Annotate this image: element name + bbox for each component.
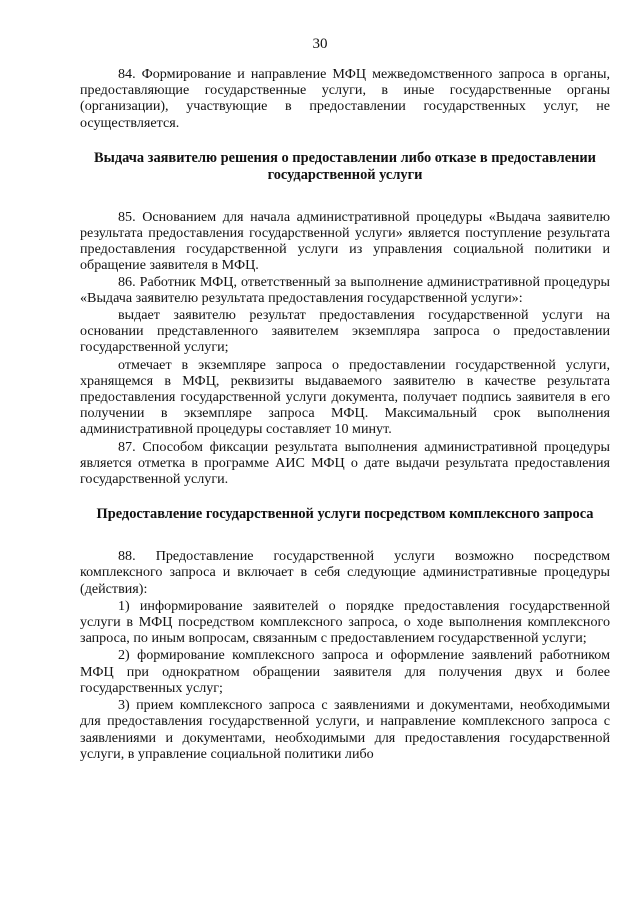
section-heading-issuance: Выдача заявителю решения о предоставлении либо отказе в предоставлении государственной услуги bbox=[94, 149, 596, 183]
paragraph-85: 85. Основанием для начала административной процедуры «Выдача заявителю результата предоставления государственной услуги» является поступление результата предоставления государственной услуги из управления социальной политики и обращение заявителя в МФЦ. bbox=[80, 208, 610, 274]
paragraph-86: 86. Работник МФЦ, ответственный за выполнение административной процедуры «Выдача заявителю результата предоставления государственной услуги»: bbox=[80, 273, 610, 306]
paragraph-88-item-2: 2) формирование комплексного запроса и оформление заявлений работником МФЦ при однократном обращении заявителя для получения двух и более государственных услуг; bbox=[80, 647, 610, 696]
page-number: 30 bbox=[312, 36, 328, 52]
paragraph-84: 84. Формирование и направление МФЦ межведомственного запроса в органы, предоставляющие государственные услуги, в иные государственные органы (организации), участвующие в предоставлении государственных услуг, не осуществляется. bbox=[80, 66, 610, 131]
paragraph-88-item-3: 3) прием комплексного запроса с заявлениями и документами, необходимыми для предоставления государственной услуги, и направление комплексного запроса с заявлениями и документами, необходимыми для предоставления государственной услуги, в управление социальной политики либо bbox=[80, 697, 610, 762]
paragraph-86-item-mark: отмечает в экземпляре запроса о предоставлении государственной услуги, хранящемся в МФЦ, реквизиты выдаваемого заявителю в качестве результата предоставления государственной услуги документа, получает подпись заявителя в его получении в экземпляре запроса МФЦ. Максимальный срок выполнения административной процедуры составляет 10 минут. bbox=[80, 356, 610, 438]
document-body bbox=[80, 66, 610, 762]
paragraph-87: 87. Способом фиксации результата выполнения административной процедуры является отметка в программе АИС МФЦ о дате выдачи результата предоставления государственной услуги. bbox=[80, 438, 610, 488]
paragraph-86-item-issue: выдает заявителю результат предоставления государственной услуги на основании представленного заявителем экземпляра запроса о предоставлении государственной услуги; bbox=[80, 307, 610, 356]
paragraph-88: 88. Предоставление государственной услуги возможно посредством комплексного запроса и включает в себя следующие административные процедуры (действия): bbox=[80, 548, 610, 597]
paragraph-88-item-1: 1) информирование заявителей о порядке предоставления государственной услуги в МФЦ посредством комплексного запроса, о ходе выполнения комплексного запроса, по иным вопросам, связанным с предоставлением государственной услуги; bbox=[80, 597, 610, 647]
section-heading-complex-request: Предоставление государственной услуги посредством комплексного запроса bbox=[96, 506, 594, 523]
